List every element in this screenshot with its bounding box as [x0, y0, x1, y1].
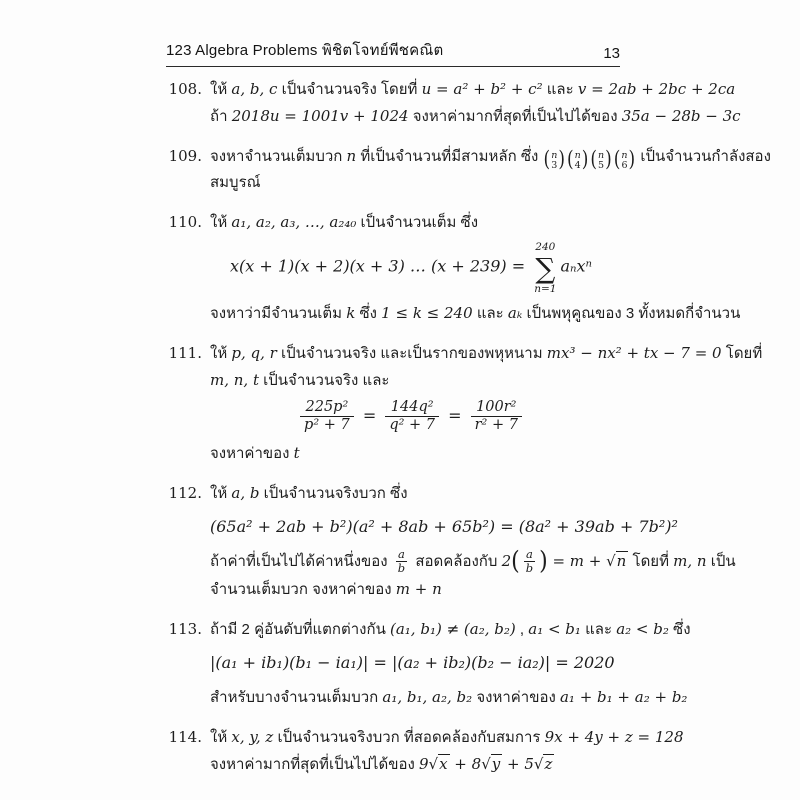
problem-line — [210, 751, 648, 778]
big-paren-icon: ) — [539, 546, 548, 576]
text-run: จงหาจำนวนเต็มบวก — [210, 148, 347, 165]
text-run: , — [515, 620, 529, 638]
paren-left-icon: ( — [613, 147, 621, 173]
math-run: 1 ≤ k ≤ 240 — [381, 303, 473, 322]
page-header — [166, 38, 620, 67]
math-run: t — [293, 443, 300, 462]
math-run: 9x + 4y + z = 128 — [544, 727, 684, 746]
math-run: k — [346, 303, 356, 322]
problem-line — [210, 76, 736, 103]
math-fraction — [471, 399, 522, 435]
binomial-coefficient — [566, 147, 589, 173]
problem-body — [210, 209, 741, 327]
fraction-denominator: p² + 7 — [300, 416, 354, 434]
text-run: ถ้า — [210, 108, 232, 125]
radical-icon: √ — [606, 551, 616, 570]
math-run: aₖ — [507, 303, 523, 322]
text-run: สำหรับบางจำนวนเต็มบวก — [210, 688, 383, 706]
math-run: a₁, a₂, a₃, …, a₂₄₀ — [231, 213, 357, 232]
binomial-lower: 5 — [598, 159, 605, 171]
binomial-stack — [575, 151, 581, 171]
text-run: ให้ — [210, 214, 232, 232]
text-run: ให้ — [210, 728, 232, 746]
problem-line — [210, 340, 763, 367]
display-formula — [210, 399, 648, 435]
text-run: สมบูรณ์ — [210, 174, 261, 192]
display-formula — [210, 241, 648, 295]
fraction-denominator: b — [397, 561, 406, 576]
problem-line — [210, 546, 736, 576]
paren-right-icon: ) — [605, 147, 612, 173]
math-run: + 5 — [502, 754, 534, 773]
paren-right-icon: ) — [581, 147, 589, 173]
binomial-upper: n — [598, 149, 605, 161]
math-fraction — [300, 399, 354, 435]
problem-number: 108. — [168, 80, 202, 98]
text-run: ซึ่ง — [668, 620, 691, 638]
text-run: เป็นจำนวนจริง และ — [258, 371, 390, 389]
square-root — [534, 754, 554, 773]
binomial-lower: 4 — [574, 159, 581, 171]
text-run: เป็นจำนวนจริงบวก ซึ่ง — [259, 484, 408, 502]
text-run: โดยที่ — [628, 552, 674, 570]
math-run: a₁ + b₁ + a₂ + b₂ — [559, 687, 688, 706]
square-root — [606, 551, 628, 570]
problem-number: 114. — [168, 727, 202, 746]
binomial-coefficient — [543, 147, 565, 173]
radical-icon: √ — [481, 754, 491, 773]
text-run: ให้ — [210, 484, 232, 502]
radicand: z — [544, 754, 553, 773]
radicand: n — [616, 551, 627, 570]
problem-body — [210, 76, 741, 130]
math-run: (65a² + 2ab + b²)(a² + 8ab + 65b²) = (8a² + 39ab + 7b²)² — [210, 516, 678, 536]
math-run: p, q, r — [231, 343, 277, 362]
text-run: ซึ่ง — [355, 304, 382, 322]
text-run: จงหาค่ามากที่สุดที่เป็นไปได้ของ — [210, 755, 419, 773]
math-run: 2 — [501, 551, 512, 570]
text-run: จำนวนเต็มบวก จงหาค่าของ — [210, 580, 396, 598]
text-run: เป็นจำนวนจริงบวก ที่สอดคล้องกับสมการ — [273, 728, 545, 746]
problem-body — [210, 340, 763, 467]
math-run: x(x + 1)(x + 2)(x + 3) … (x + 239) = — [230, 257, 531, 277]
math-run: a₂ < b₂ — [616, 619, 669, 638]
radicand: y — [491, 754, 501, 773]
square-root — [429, 754, 450, 773]
paren-left-icon: ( — [590, 147, 597, 173]
binomial-upper: n — [551, 149, 558, 161]
problem-body — [210, 143, 771, 196]
sum-upper-limit: 240 — [535, 241, 556, 254]
text-run: จงหาค่ามากที่สุดที่เป็นไปได้ของ — [408, 108, 622, 125]
binomial-stack — [551, 151, 557, 171]
text-run: เป็นพหุคูณของ 3 ทั้งหมดกี่จำนวน — [522, 304, 741, 322]
text-run: ถ้ามี 2 คู่อันดับที่แตกต่างกัน — [210, 620, 390, 638]
math-run: (a₁, b₁) ≠ (a₂, b₂) — [390, 619, 516, 638]
text-run: เป็นจำนวนกำลังสอง — [636, 148, 771, 165]
problem-line — [210, 440, 648, 467]
problem-item — [166, 724, 684, 778]
math-run: = m + — [547, 551, 607, 570]
math-run: a, b, c — [231, 80, 278, 98]
text-run: สอดคล้องกับ — [411, 552, 502, 570]
fraction-numerator: 144q² — [390, 398, 434, 415]
problem-number: 110. — [168, 213, 202, 232]
fraction-numerator: 100r² — [476, 398, 517, 415]
binomial-lower: 3 — [551, 159, 558, 171]
problem-number: 113. — [168, 619, 202, 638]
big-paren-icon: ( — [511, 546, 520, 576]
display-formula — [210, 648, 648, 679]
problem-body — [210, 724, 684, 778]
text-run: เป็นจำนวนจริง และเป็นรากของพหุหนาม — [276, 344, 547, 362]
problem-body — [210, 480, 736, 603]
binomial-stack — [621, 151, 627, 171]
problem-line — [210, 143, 771, 173]
problem-line — [210, 684, 688, 711]
radical-icon: √ — [533, 754, 544, 773]
problem-item — [166, 340, 763, 467]
math-fraction — [385, 399, 439, 435]
text-run: ถ้าค่าที่เป็นไปได้ค่าหนึ่งของ — [210, 552, 392, 570]
math-run: a₁ < b₁ — [528, 619, 581, 638]
book-title: 123 Algebra Problems พิชิตโจทย์พีชคณิต — [166, 42, 444, 59]
sum-lower-limit: n=1 — [534, 282, 557, 295]
problem-line — [210, 480, 648, 507]
text-run: จงหาว่ามีจำนวนเต็ม — [210, 304, 347, 322]
math-run: = — [357, 405, 382, 425]
paren-left-icon: ( — [543, 147, 551, 173]
display-formula — [210, 512, 678, 543]
binomial-upper: n — [621, 149, 628, 161]
math-run: a₁, b₁, a₂, b₂ — [382, 687, 473, 706]
text-run: เป็นจำนวนจริง โดยที่ — [277, 81, 422, 98]
problem-item — [166, 76, 741, 130]
problem-number: 112. — [168, 483, 202, 502]
problem-item — [166, 480, 736, 603]
problem-item — [166, 143, 771, 196]
text-run: โดยที่ — [721, 344, 763, 362]
fraction-numerator: a — [398, 547, 405, 562]
problem-number: 109. — [168, 147, 202, 165]
math-run: = — [443, 405, 467, 425]
sigma-icon: ∑ — [535, 251, 556, 285]
math-run: 9 — [418, 754, 429, 773]
text-run: เป็นจำนวนเต็ม ซึ่ง — [356, 214, 479, 232]
math-run: a, b — [231, 483, 260, 502]
binomial-coefficient — [590, 147, 612, 173]
math-run: 2018u = 1001v + 1024 — [231, 107, 409, 125]
text-run: จงหาค่าของ — [210, 444, 294, 462]
math-run: + 8 — [449, 754, 482, 773]
text-run: ให้ — [210, 81, 232, 98]
fraction-numerator: a — [525, 547, 533, 562]
text-run: จงหาค่าของ — [472, 688, 560, 706]
text-run: ที่เป็นจำนวนที่มีสามหลัก ซึ่ง — [356, 148, 543, 165]
binomial-upper: n — [574, 149, 581, 161]
radical-icon: √ — [428, 754, 439, 773]
problem-line — [210, 170, 648, 196]
problem-line — [210, 300, 741, 327]
problem-line — [210, 616, 691, 643]
math-run: m + n — [395, 579, 442, 598]
fraction-denominator: r² + 7 — [471, 416, 522, 434]
problem-line — [210, 724, 684, 751]
problem-line — [210, 367, 648, 394]
text-run: เป็น — [706, 552, 736, 570]
math-run: 35a − 28b − 3c — [621, 107, 741, 125]
math-run: u = a² + b² + c² — [421, 80, 543, 98]
math-run: aₙxⁿ — [560, 257, 592, 277]
square-root — [481, 754, 502, 773]
text-run: ให้ — [210, 344, 232, 362]
math-run: v = 2ab + 2bc + 2ca — [577, 80, 736, 98]
fraction-numerator: 225p² — [305, 398, 349, 415]
problem-body — [210, 616, 691, 711]
binomial-coefficient — [613, 147, 636, 173]
math-run: x, y, z — [231, 727, 274, 746]
fraction-denominator: q² + 7 — [385, 416, 439, 434]
problem-line — [210, 576, 648, 603]
fraction-denominator: b — [525, 561, 534, 576]
math-run: mx³ − nx² + tx − 7 = 0 — [546, 343, 722, 362]
math-run: |(a₁ + ib₁)(b₁ − ia₁)| = |(a₂ + ib₂)(b₂ − ia₂)| = 2020 — [210, 652, 615, 672]
problem-line — [210, 209, 648, 236]
text-run: และ — [542, 81, 578, 98]
binomial-lower: 6 — [621, 159, 628, 171]
math-run: m, n, t — [210, 370, 259, 389]
text-run: และ — [472, 304, 508, 322]
paren-right-icon: ) — [628, 147, 636, 173]
math-run: m, n — [673, 551, 707, 570]
problem-item — [166, 616, 691, 711]
binomial-stack — [598, 151, 604, 171]
paren-left-icon: ( — [566, 147, 574, 173]
problem-list — [166, 76, 771, 791]
math-run: n — [346, 147, 357, 165]
paren-right-icon: ) — [558, 147, 565, 173]
page-number: 13 — [603, 45, 620, 62]
problem-line — [210, 103, 741, 130]
math-fraction — [396, 548, 407, 575]
problem-item — [166, 209, 741, 327]
problem-number: 111. — [168, 343, 202, 362]
radicand: x — [439, 754, 448, 773]
math-fraction — [524, 548, 535, 575]
summation — [534, 241, 556, 295]
text-run: และ — [580, 620, 617, 638]
